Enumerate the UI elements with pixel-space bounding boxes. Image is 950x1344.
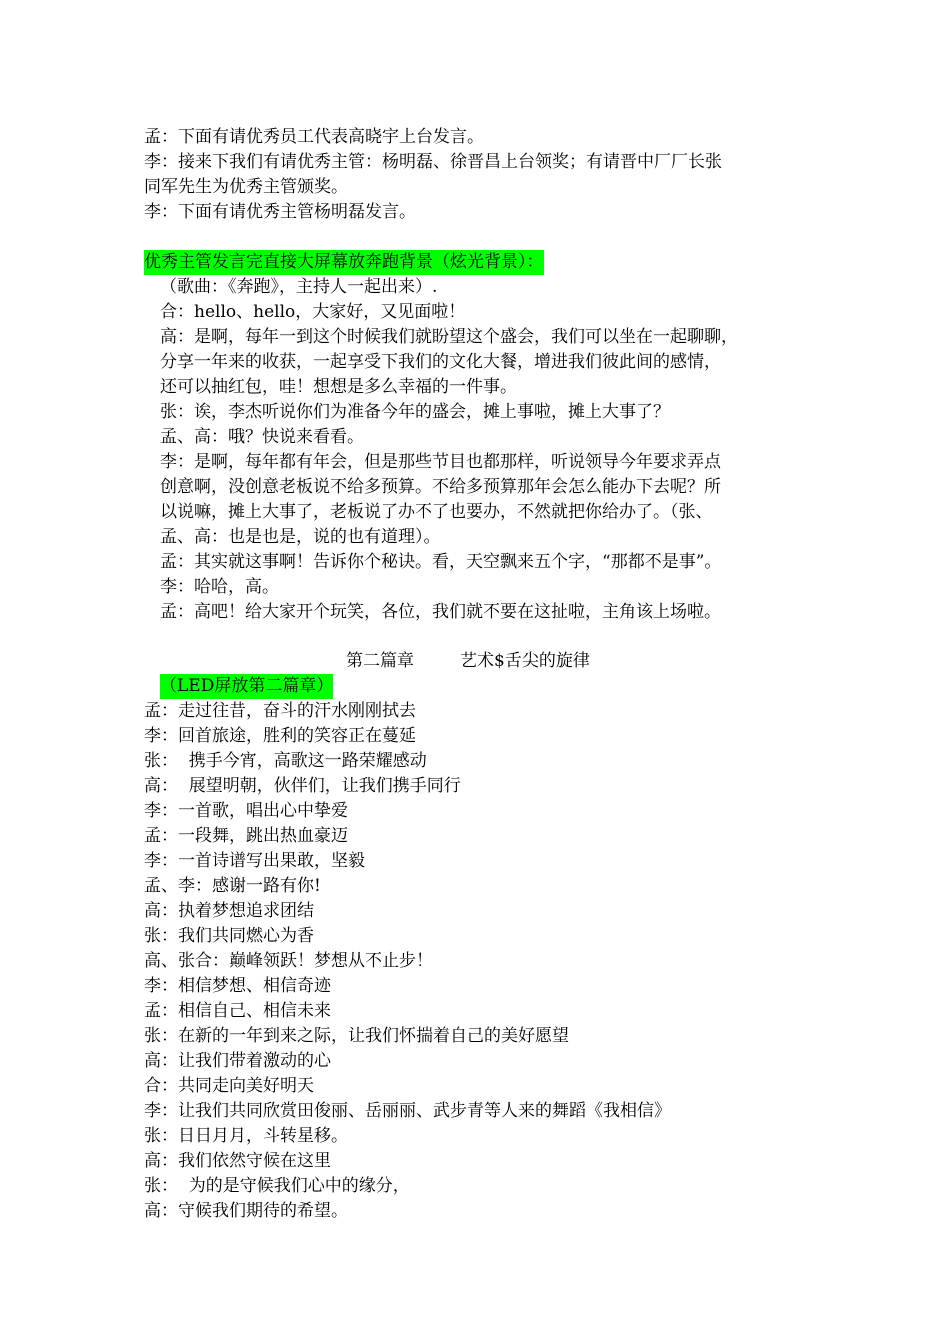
script-line: 高：是啊，每年一到这个时候我们就盼望这个盛会，我们可以坐在一起聊聊， <box>160 327 738 347</box>
script-line: 孟：一段舞，跳出热血豪迈 <box>144 826 348 846</box>
script-line: 李：是啊，每年都有年会，但是那些节目也都那样，听说领导今年要求弄点 <box>160 452 721 472</box>
script-line: 李：相信梦想、相信奇迹 <box>144 976 331 996</box>
script-line: 李：一首歌，唱出心中挚爱 <box>144 801 348 821</box>
script-line: 孟、高：也是也是，说的也有道理）。 <box>160 527 441 547</box>
script-line: 李：一首诗谱写出果敢，坚毅 <box>144 851 365 871</box>
script-line: 张：诶，李杰听说你们为准备今年的盛会，摊上事啦，摊上大事了？ <box>160 402 670 422</box>
script-line: 张：在新的一年到来之际，让我们怀揣着自己的美好愿望 <box>144 1026 569 1046</box>
script-line: 创意啊，没创意老板说不给多预算。不给多预算那年会怎么能办下去呢？所 <box>160 477 721 497</box>
chapter-heading <box>346 649 590 674</box>
script-line: 高：让我们带着激动的心 <box>144 1051 331 1071</box>
chapter-title: 艺术$舌尖的旋律 <box>460 651 590 671</box>
script-line: 高：执着梦想追求团结 <box>144 901 314 921</box>
script-line: 同军先生为优秀主管颁奖。 <box>144 177 348 197</box>
script-line: 孟：高吧！给大家开个玩笑，各位，我们就不要在这扯啦，主角该上场啦。 <box>160 602 721 622</box>
script-line: 孟、高：哦？快说来看看。 <box>160 427 364 447</box>
script-line: 李：接来下我们有请优秀主管：杨明磊、徐晋昌上台领奖；有请晋中厂厂长张 <box>144 152 722 172</box>
script-line: 李：下面有请优秀主管杨明磊发言。 <box>144 202 416 222</box>
script-line: 孟：其实就这事啊！告诉你个秘诀。看，天空飘来五个字，“那都不是事”。 <box>160 552 722 572</box>
chapter-number: 第二篇章 <box>346 651 414 671</box>
script-line: 合：共同走向美好明天 <box>144 1076 314 1096</box>
script-line: 李：让我们共同欣赏田俊丽、岳丽丽、武步青等人来的舞蹈《我相信》 <box>144 1101 671 1121</box>
script-line: 李：哈哈，高。 <box>160 577 279 597</box>
script-line: 高：我们依然守候在这里 <box>144 1151 331 1171</box>
script-line: 张： 为的是守候我们心中的缘分， <box>144 1176 410 1196</box>
script-line: （歌曲：《奔跑》，主持人一起出来）. <box>160 277 438 297</box>
script-line: 孟：相信自己、相信未来 <box>144 1001 331 1021</box>
script-line: 高： 展望明朝，伙伴们，让我们携手同行 <box>144 776 461 796</box>
script-line: 张：日日月月，斗转星移。 <box>144 1126 348 1146</box>
script-line: 孟：走过往昔，奋斗的汗水刚刚拭去 <box>144 701 416 721</box>
script-line: 以说嘛，摊上大事了，老板说了办不了也要办，不然就把你给办了。（张、 <box>160 502 713 522</box>
script-line: 孟、李：感谢一路有你! <box>144 876 321 896</box>
script-line: 张：我们共同燃心为香 <box>144 926 314 946</box>
script-line: 孟：下面有请优秀员工代表高晓宇上台发言。 <box>144 127 484 147</box>
led-stage-note: （LED屏放第二篇章） <box>160 674 333 699</box>
script-line: 张： 携手今宵，高歌这一路荣耀感动 <box>144 751 427 771</box>
script-line: 李：回首旅途，胜利的笑容正在蔓延 <box>144 726 416 746</box>
script-line: 还可以抽红包，哇！想想是多么幸福的一件事。 <box>160 377 517 397</box>
script-line: 合：hello、hello，大家好，又见面啦！ <box>160 302 466 322</box>
script-line: 分享一年来的收获，一起享受下我们的文化大餐，增进我们彼此间的感情， <box>160 352 721 372</box>
highlighted-stage-note: 优秀主管发言完直接大屏幕放奔跑背景（炫光背景）： <box>144 250 544 275</box>
script-line: 高、张合：巅峰领跃！梦想从不止步！ <box>144 951 433 971</box>
script-line: 高：守候我们期待的希望。 <box>144 1201 348 1221</box>
